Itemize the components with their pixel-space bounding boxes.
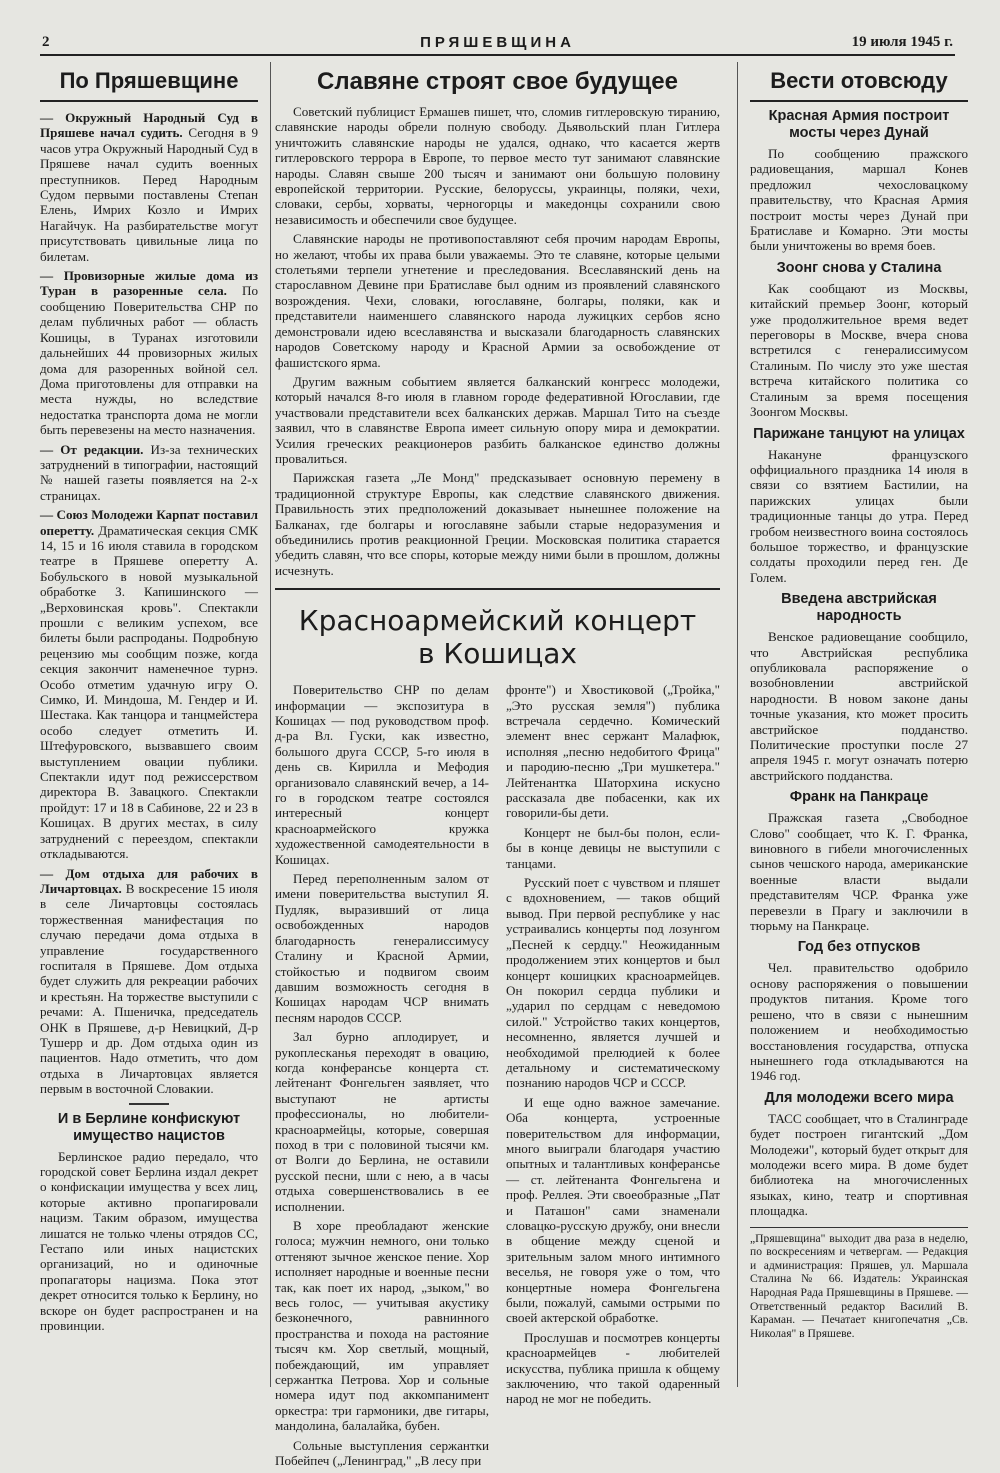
divider — [129, 1103, 169, 1105]
slavs-paragraph: Парижская газета „Ле Монд" предсказывает основную перемену в традиционной структуре Европы, как следствие славянского движения. Правильность этих предположений доказывает нынешнее положение на Балканах, где болгары и югославяне забыли старые недоразумения и объединились против реакционной Греции. Московская политика старается убедить славян, что все споры, которые между ними были в прошлом, должны исчезнуть. — [275, 470, 720, 578]
news-text: Пражская газета „Свободное Слово" сообщает, что К. Г. Франка, виновного в гибели многочисленных сынов чешского народа, американские военные власти выдали представителям ЧСР. Франка уже перевезли в Прагу и заключили в тюрьму на Панкраце. — [750, 810, 968, 934]
slavs-paragraph: Советский публицист Ермашев пишет, что, сломив гитлеровскую тиранию, славянские народы обрели полную свободу. Дьявольский план Гитлера уничтожить славянские народы не удался, однако, что касается жертв гитлеровского террора в Европе, то первое место тут занимают славянские народы. Славян свыше 200 тысяч и занимают они большую половину европейской территории. Русские, белоруссы, украинцы, поляки, чехи, словаки, сербы, хорваты, черногорцы и македонцы сохранили свою независимость и обеспечили свое будущее. — [275, 104, 720, 227]
news-heading: Для молодежи всего мира — [764, 1089, 954, 1106]
section-heading-local: По Пряшевщине — [40, 62, 258, 102]
slavs-article — [275, 62, 720, 590]
column-main-articles — [275, 62, 720, 1469]
berlin-text: Берлинское радио передало, что городской совет Берлина издал декрет о конфискации имущества у всех лиц, которые активно пропагировали нацизм. Таким образом, имущества лишатся не только члены отрядов СС, Гестапо или иных нацистских организаций, но и одиночные пропагаторы нацизма. Пока этот декрет относится только к Берлину, но вскоре он будет распространен и на провинции. — [40, 1148, 258, 1334]
news-text: Чел. правительство одобрило основу распоряжения о повышении продуктов питания. Кроме того решено, что в связи с нынешним положением и необходимостью восстановления государства, отпуска нынешнего года откладываются на 1946 год. — [750, 960, 968, 1084]
concert-subcolumn-1: Поверительство СНР по делам информации — экспозитура в Кошицах — под руководством проф. д-ра Вл. Гуски, как известно, большого друга СССР, 5-го июля в день св. Кирилла и Мефодия организовало славянский вечер, а 14-го в городском театре состоялся интересный концерт красноармейского кружка художественной самодеятельности в Кошицах. Перед переполненным залом от имени поверительства выступил Я. Пудляк, выразивший от лица освобожденных народов благодарность генералиссимусу Сталину и Красной Армии, стойкостью и подвигом своим давшим возможность сегодня в Кошицах народам ЧСР внимать песням народов СССР. Зал бурно аплодирует, и рукоплесканья переходят в овацию, когда конферансье концерта ст. лейтенант Фонгельген заявляет, что выступают не артисты профессионалы, но любители-красноармейцы, которые, совершая поход в три с половиной тысячи км. от Волги до Берлина, не оставили русской песни, шли с нею, а в часы отдыха совершенствовались в ее исполнении. В хоре преобладают женские голоса; мужчин немного, они только оттеняют зычное женское пение. Хор исполняет народные и военные песни так, как поет их народ, „зыком," во весь голос, — учитывая акустику безконечного, равнинного пространства и похода на растояние тысяч км. Хор светлый, мощный, побеждающий, им управляет сержантка Петрова. Хор и сольные номера идут под аккомпанимент оркестра: три гармоники, две гитары, мандолина, балалайка, бубен. Сольные выступления сержантки Побейпеч („Ленинград," „В лесу при — [275, 682, 489, 1469]
concert-article — [275, 682, 720, 1472]
news-heading: Парижане танцуют на улицах — [753, 425, 965, 442]
news-item: — Союз Молодежи Карпат поставил оперетту. Драматическая секция СМК 14, 15 и 16 июля ставила в городском театре в Пряшеве оперетту А. Бобульского в новой музыкальной обработке З. Капишинского — „Верховинская кровь". Спектакли прошли с великим успехом, все билеты были распроданы. Подробную рецензию мы сообщим позже, когда секция закончит наменечное турнэ. Особо отметим удачную игру О. Симко, И. Миндоша, М. Гендер и И. Шестака. Как танцора и танцмейстера особо следует отметить И. Штефуровского, вызвавшего своим выступлением овации публики. Спектакли идут под режиссерством директора В. Завацкого. Спектакли пройдут: 17 и 18 в Сабинове, 22 и 23 в Кошицах. В других местах, в силу затруднений с переездом, спектакли откладываются. — [40, 507, 258, 862]
imprint: „Пряшевщина" выходит два раза в неделю, по воскресениям и четвергам. — Редакция и администрация: Пряшев, ул. Маршала Сталина № 66. Издатель: Украинская Народная Рада Пряшевщины в Пряшеве. — Ответственный редактор Василий В. Караман. — Печатает книгопечатня „Св. Николая" в Пряшеве. — [750, 1227, 968, 1341]
column-world-news — [737, 62, 968, 1387]
news-heading: Год без отпусков — [797, 939, 921, 956]
news-text: Венское радиовещание сообщило, что Австрийская республика опубликовала распоряжение о возобновлении австрийской народности. В новом законе даны точные указания, кто может просить австрийское подданство. Политические проступки после 27 апреля 1945 г. могут означать потерю австрийского подданства. — [750, 629, 968, 783]
column-local-news — [40, 62, 271, 1387]
page-number: 2 — [42, 34, 50, 50]
section-heading-world: Вести отовсюду — [750, 62, 968, 102]
news-text: Как сообщают из Москвы, китайский премьер Зоонг, который уже продолжительное время ведет переговоры в Москве, вчера снова встретился с генералиссимусом Сталиным. По числу это уже шестая встреча китайского политика со Сталиным за время посещения Зоонгом Москвы. — [750, 280, 968, 420]
slavs-paragraph: Другим важным событием является балканский конгресс молодежи, который начался 8-го июля в главном городе федеративной Югославии, где участвовали представители всех балканских держав. Маршал Тито на съезде заявил, что в славянстве Европа имеет сильную опору мира и демократии. Усилия греческих реакционеров разбить балканское единство должны провалиться. — [275, 373, 720, 466]
slavs-heading: Славяне строят свое будущее — [317, 68, 678, 95]
news-heading: Франк на Панкраце — [789, 789, 929, 806]
concert-subcolumn-2: фронте") и Хвостиковой („Тройка," „Это русская земля") публика встречала сердечно. Комический элемент внес сержант Малафюк, исполняя „песню недобитого Фрица" и пародию-песню „Три мушкетера." Лейтенантка Шаторхина искусно рассказала две побасенки, как их говорили-бы дети. Концерт не был-бы полон, если-бы в конце девицы не выступили с танцами. Русский поет с чувством и пляшет с вдохновением, — таков общий вывод. При первой республике у нас устраивались концерты под лозунгом „Песней к сердцу." Неожиданным продолжением этих концертов и был концерт кошицких красноармейцев. Он покорил сердца публики и „ударил по сердцам с неведомою силой." Устройство таких концертов, несомненно, является лучшей и необходимой прелюдией к более детальному и систематическому познанию народов ЧСР и СССР. И еще одно важное замечание. Оба концерта, устроенные поверительством для информации, много выиграли благодаря участию опытных и талантливых конферансье — ст. лейтенанта Фонгельгена и проф. Реллея. Эти своеобразные „Пат и Паташон" сами знаменали словацко-русскую дружбу, они внесли в общение между сценой и зрительным залом много интимного веселья, не говоря уже о том, что концертные номера Фонгельгена были, пожалуй, самыми острыми по своей актерской обработке. Прослушав и посмотрев концерты красноармейцев - любителей искусства, публика пришла к общему заключению, что такой одаренный народ не мог не победить. — [506, 682, 720, 1407]
news-heading: Зоонг снова у Сталина — [776, 259, 942, 276]
news-item: — Дом отдыха для рабочих в Личартовцах. В воскресение 15 июля в селе Личартовцы состоялась торжественная манифестация по случаю передачи дома отдыха в управление государственного госпиталя в Пряшеве. Дом отдыха будет служить для рекреации рабочих и крестьян. На торжестве выступили с речами: А. Пшеничка, председатель ОНК в Пряшеве, д-р Невицкий, Д-р Тушерр и др. Дом отдыха один из пациентов. Надо отметить, что дом отдыха в Личартовцах является первым в восточной Словакии. — [40, 865, 258, 1097]
news-text: По сообщению пражского радиовещания, маршал Конев предложил чехословацкому правительству, что Красная Армия построит мосты через Дунай при Братиславе и Комарно. Эти мосты были уничтожены во время боев. — [750, 146, 968, 254]
concert-heading: Красноармейский концерт в Кошицах — [298, 604, 697, 671]
issue-date: 19 июля 1945 г. — [851, 34, 953, 50]
news-item: — От редакции. Из-за технических затруднений в типографии, настоящий № нашей газеты появляется на 2-х страницах. — [40, 441, 258, 503]
news-item: — Провизорные жилые дома из Туран в разоренные села. По сообщению Поверительства СНР по делам публичных работ — область Кошицы, в Туранах изготовили дальнейших 44 провизорных жилых дома для разоренных войной сел. Дома приготовлены для отправки на места нужды, но вследствие недостатка транспорта дома не могли быть перевезены на место назначения. — [40, 268, 259, 438]
news-text: Накануне французского оффициального праздника 14 июля в связи со взятием Бастилии, на парижских улицах были традиционные танцы до утра. Перед гробом неизвестного воина состоялось большое торжество, и французские солдаты проходили перед ген. Де Голем. — [750, 446, 968, 585]
news-heading: Введена австрийская народность — [781, 591, 937, 625]
berlin-heading: И в Берлине конфискуют имущество нацистов — [57, 1110, 241, 1144]
news-text: ТАСС сообщает, что в Сталинграде будет построен гигантский „Дом Молодежи", который будет открыт для молодежи всего мира. В доме будет библиотека на многочисленных языках, кино, театр и спортивная площадка. — [750, 1110, 968, 1219]
news-item: — Окружный Народный Суд в Пряшеве начал судить. Сегодня в 9 часов утра Окружный Народный Суд в Пряшеве начал судить военных преступников. Перед Народным Судом первыми поставлены Степан Елень, Имрих Козло и Имрих Нагайчук. На разбирательстве могут присутствовать цивильные лица по билетам. — [40, 110, 258, 264]
newspaper-title: ПРЯШЕВЩИНА — [420, 34, 575, 51]
slavs-paragraph: Славянские народы не противопоставляют себя прочим народам Европы, но желают, чтобы их права были уважаемы. Это те славяне, которые целыми столетьями терпели угнетение и преследования. Всеславянский день на старославном Девине при Братиславе был одним из проявлений славянского возрождения. Чехи, словаки, югославяне, болгары, поляки, как и представители наименшего славянского народа лужицких сербов ясно демонстровали идею всеславянства и высказали благодарность славянских народов Советскому народу и Красной Армии за освобождение от фашистского ярма. — [275, 231, 720, 370]
masthead — [40, 32, 955, 56]
news-heading: Красная Армия построит мосты через Дунай — [768, 108, 950, 141]
